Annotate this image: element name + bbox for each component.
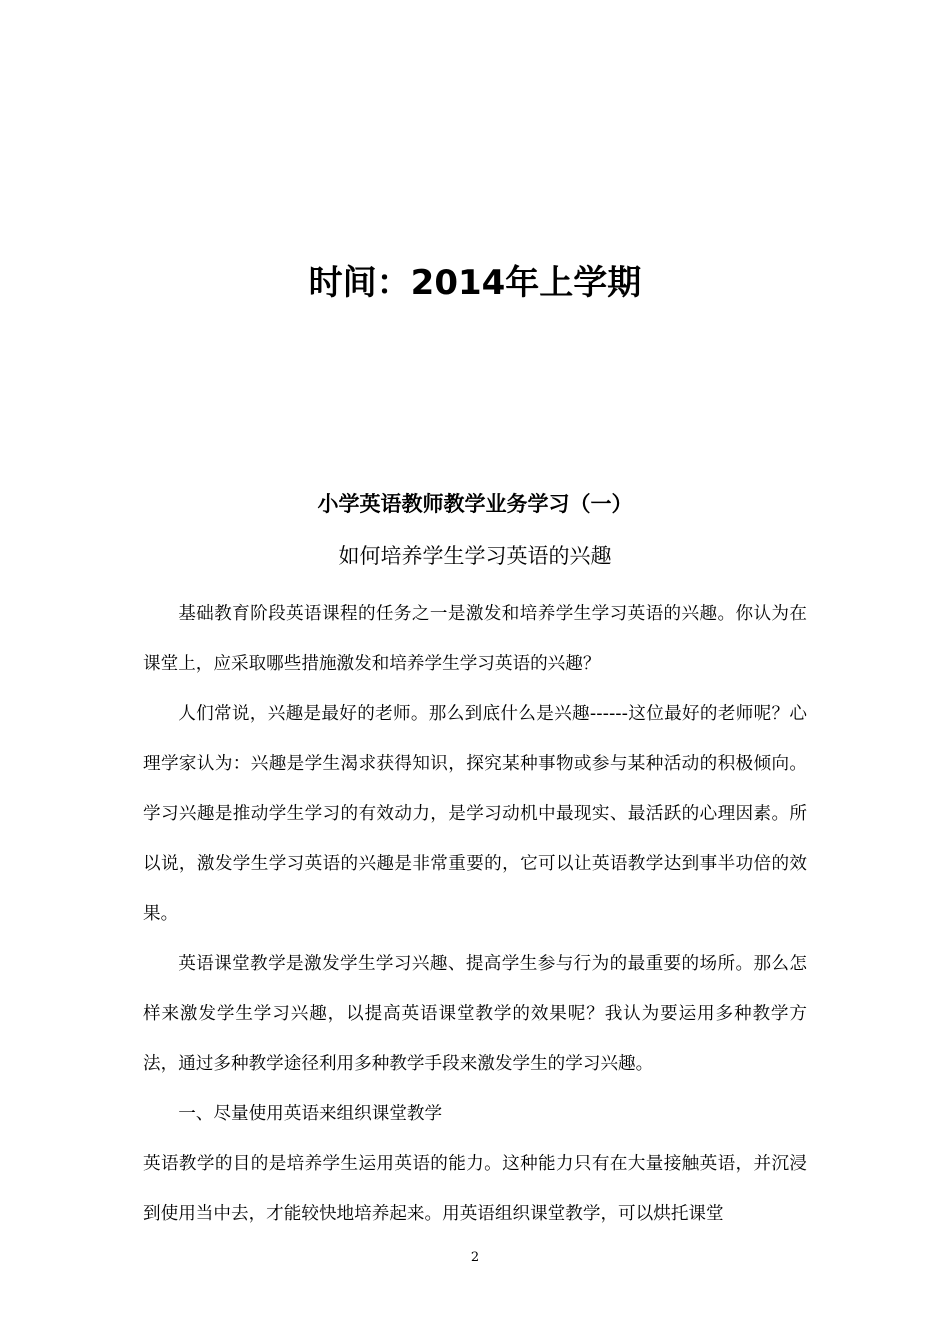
section-heading-use-english: 一、尽量使用英语来组织课堂教学: [178, 1104, 443, 1124]
document-subtitle: 如何培养学生学习英语的兴趣: [338, 544, 612, 568]
body-text: [143, 589, 807, 1239]
time-heading: 时间：2014年上学期: [308, 263, 642, 303]
paragraph-classroom-teaching: 英语课堂教学是激发学生学习兴趣、提高学生参与行为的最重要的场所。那么怎样来激发学生学习兴趣，以提高英语课堂教学的效果呢？我认为要运用多种教学方法，通过多种教学途径利用多种教学手段来激发学生的学习兴趣。: [143, 954, 807, 1074]
document-title: 小学英语教师教学业务学习（一）: [317, 492, 633, 516]
paragraph-interest-teacher: 人们常说，兴趣是最好的老师。那么到底什么是兴趣------这位最好的老师呢？心理学家认为：兴趣是学生渴求获得知识，探究某种事物或参与某种活动的积极倾向。学习兴趣是推动学生学习的有效动力，是学习动机中最现实、最活跃的心理因素。所以说，激发学生学习英语的兴趣是非常重要的，它可以让英语教学达到事半功倍的效果。: [143, 704, 807, 924]
page-number: 2: [470, 1250, 480, 1265]
paragraph-teaching-purpose: 英语教学的目的是培养学生运用英语的能力。这种能力只有在大量接触英语，并沉浸到使用当中去，才能较快地培养起来。用英语组织课堂教学，可以烘托课堂: [143, 1154, 807, 1224]
paragraph-task-question: 基础教育阶段英语课程的任务之一是激发和培养学生学习英语的兴趣。你认为在课堂上，应采取哪些措施激发和培养学生学习英语的兴趣？: [143, 604, 807, 674]
